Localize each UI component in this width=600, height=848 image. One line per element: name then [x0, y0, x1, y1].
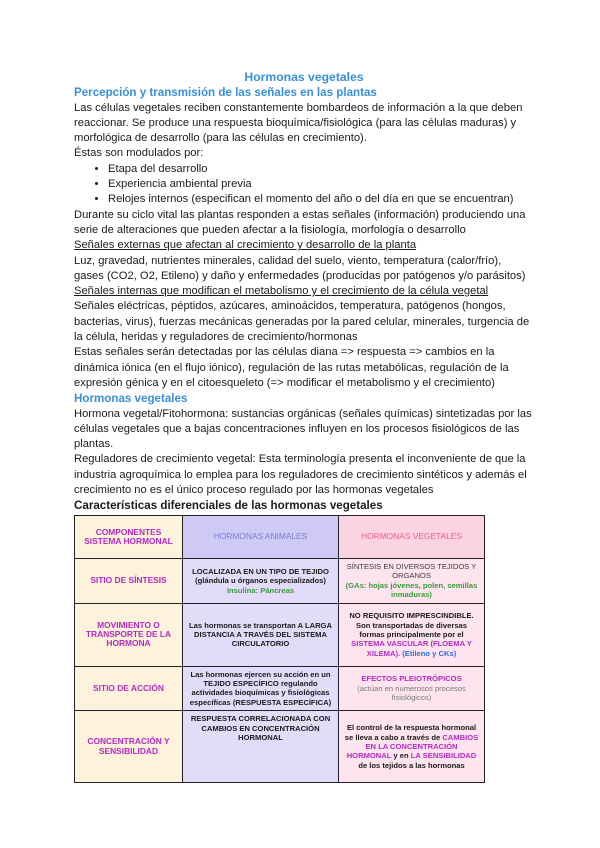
- cell-note: (actúan en numerosos procesos fisiológicos): [357, 683, 466, 703]
- cell-text: de los tejidos a las hormonas: [358, 760, 465, 770]
- list-item: • Etapa del desarrollo: [108, 162, 534, 177]
- animal-cell: Las hormonas se transportan A LARGA DISTANCIA A TRAVÉS DEL SISTEMA CIRCULATORIO: [183, 603, 339, 666]
- plant-cell: [339, 711, 485, 783]
- table-row: [75, 711, 485, 783]
- document-body: [74, 70, 534, 529]
- animal-cell: [183, 666, 339, 711]
- comparison-table: [74, 515, 485, 783]
- table-row: [75, 666, 485, 711]
- cell-text: (RESPUESTA ESPECÍFICA): [232, 697, 332, 707]
- paragraph: Reguladores de crecimiento vegetal: Esta terminología presenta el inconveniente de que la industria agroquímica lo emplea para los reguladores de crecimiento sintéticos y además el crecimiento no es el único proceso regulado por las hormonas vegetales: [74, 453, 527, 497]
- animal-cell: RESPUESTA CORRELACIONADA CON CAMBIOS EN CONCENTRACIÓN HORMONAL: [183, 711, 339, 783]
- plant-cell: [339, 666, 485, 711]
- table-header-row: [75, 516, 485, 559]
- cell-highlight: EFECTOS PLEIOTRÓPICOS: [361, 674, 462, 684]
- list-item: • Experiencia ambiental previa: [108, 177, 534, 192]
- section-heading-characteristics: Características diferenciales de las hormonas vegetales: [74, 499, 383, 513]
- cell-text: Las hormonas ejercen su acción en un: [190, 669, 331, 679]
- row-label: CONCENTRACIÓN Y SENSIBILIDAD: [75, 711, 183, 783]
- cell-text: NO REQUISITO IMPRESCINDIBLE. Son transportadas de diversas formas principalmente por el: [349, 611, 474, 639]
- row-label: SITIO DE SÍNTESIS: [75, 559, 183, 604]
- plant-cell: [339, 559, 485, 604]
- cell-highlight: SISTEMA VASCULAR (FLOEMA Y XILEMA).: [351, 639, 472, 658]
- paragraph: Éstas son modulados por:: [74, 147, 204, 160]
- plant-cell: [339, 603, 485, 666]
- table-row: [75, 603, 485, 666]
- subheading-external-signals: Señales externas que afectan al crecimiento y desarrollo de la planta: [74, 239, 417, 252]
- paragraph: Luz, gravedad, nutrientes minerales, calidad del suelo, viento, temperatura (calor/frío), gases (CO2, O2, Etileno) y daño y enfermedades (producidas por patógenos y/o parásitos): [74, 254, 526, 282]
- cell-highlight: LA SENSIBILIDAD: [410, 751, 477, 761]
- row-label: SITIO DE ACCIÓN: [75, 666, 183, 711]
- cell-text: LOCALIZADA EN UN TIPO DE TEJIDO (glándula u órganos especializados): [192, 566, 329, 586]
- table-row: [75, 559, 485, 604]
- cell-text: regulando actividades bioquímicas y fisiológicas específicas: [189, 679, 330, 707]
- cell-highlight: CAMBIOS EN LA CONCENTRACIÓN HORMONAL: [346, 732, 479, 761]
- cell-note: (Etileno y CKs): [402, 648, 457, 658]
- list-item: • Relojes internos (especifican el momento del año o del día en que se encuentran): [108, 192, 534, 207]
- header-cell-plant: HORMONAS VEGETALES: [339, 516, 485, 559]
- cell-text: El control de la respuesta hormonal se lleva a cabo a través de: [344, 723, 477, 742]
- animal-cell: [183, 559, 339, 604]
- page-title: Hormonas vegetales: [244, 70, 364, 84]
- header-cell-animal: HORMONAS ANIMALES: [183, 516, 339, 559]
- paragraph: Estas señales serán detectadas por las células diana => respuesta => cambios en la dinámica iónica (en el flujo iónico), regulación de las rutas metabólicas, regulación de la expresión génica y en el citoesqueleto (=> modificar el metabolismo y el crecimiento): [74, 346, 509, 389]
- cell-note: Insulina: Páncreas: [226, 585, 295, 595]
- paragraph: Durante su ciclo vital las plantas responden a estas señales (información) produciendo una serie de alteraciones que pueden afectar a la fisiología, morfología o desarrollo: [74, 208, 526, 236]
- cell-text: SÍNTESIS EN DIVERSOS TEJIDOS Y ÓRGANOS: [346, 562, 477, 581]
- paragraph: Las células vegetales reciben constantemente bombardeos de información a la que deben reaccionar. Se produce una respuesta bioquímica/fisiológica (para las células maduras) y morfológica de desarrollo (para las células en crecimiento).: [74, 101, 523, 145]
- subheading-internal-signals: Señales internas que modifican el metabolismo y el crecimiento de la célula vegetal: [74, 285, 489, 298]
- bullet-list: [74, 162, 534, 208]
- cell-text: y en: [393, 751, 409, 761]
- section-heading-perception: Percepción y transmisión de las señales en las plantas: [74, 86, 377, 100]
- paragraph: Señales eléctricas, péptidos, azúcares, aminoácidos, temperatura, patógenos (hongos, bacterias, virus), fuerzas mecánicas generadas por la pared celular, minerales, turgencia de la célula, heridas y reguladores de crecimiento/hormonas: [74, 300, 530, 344]
- section-heading-hormones: Hormonas vegetales: [74, 392, 188, 406]
- paragraph: Hormona vegetal/Fitohormona: sustancias orgánicas (señales químicas) sintetizadas por las células vegetales que a bajas concentraciones influyen en los procesos fisiológicos de las plantas.: [74, 407, 532, 451]
- cell-note: (GAs: hojas jóvenes, polen, semillas inmaduras): [345, 580, 478, 600]
- cell-highlight: TEJIDO ESPECÍFICO: [203, 679, 279, 689]
- row-label: MOVIMIENTO O TRANSPORTE DE LA HORMONA: [75, 603, 183, 666]
- header-cell-components: COMPONENTES SISTEMA HORMONAL: [75, 516, 183, 559]
